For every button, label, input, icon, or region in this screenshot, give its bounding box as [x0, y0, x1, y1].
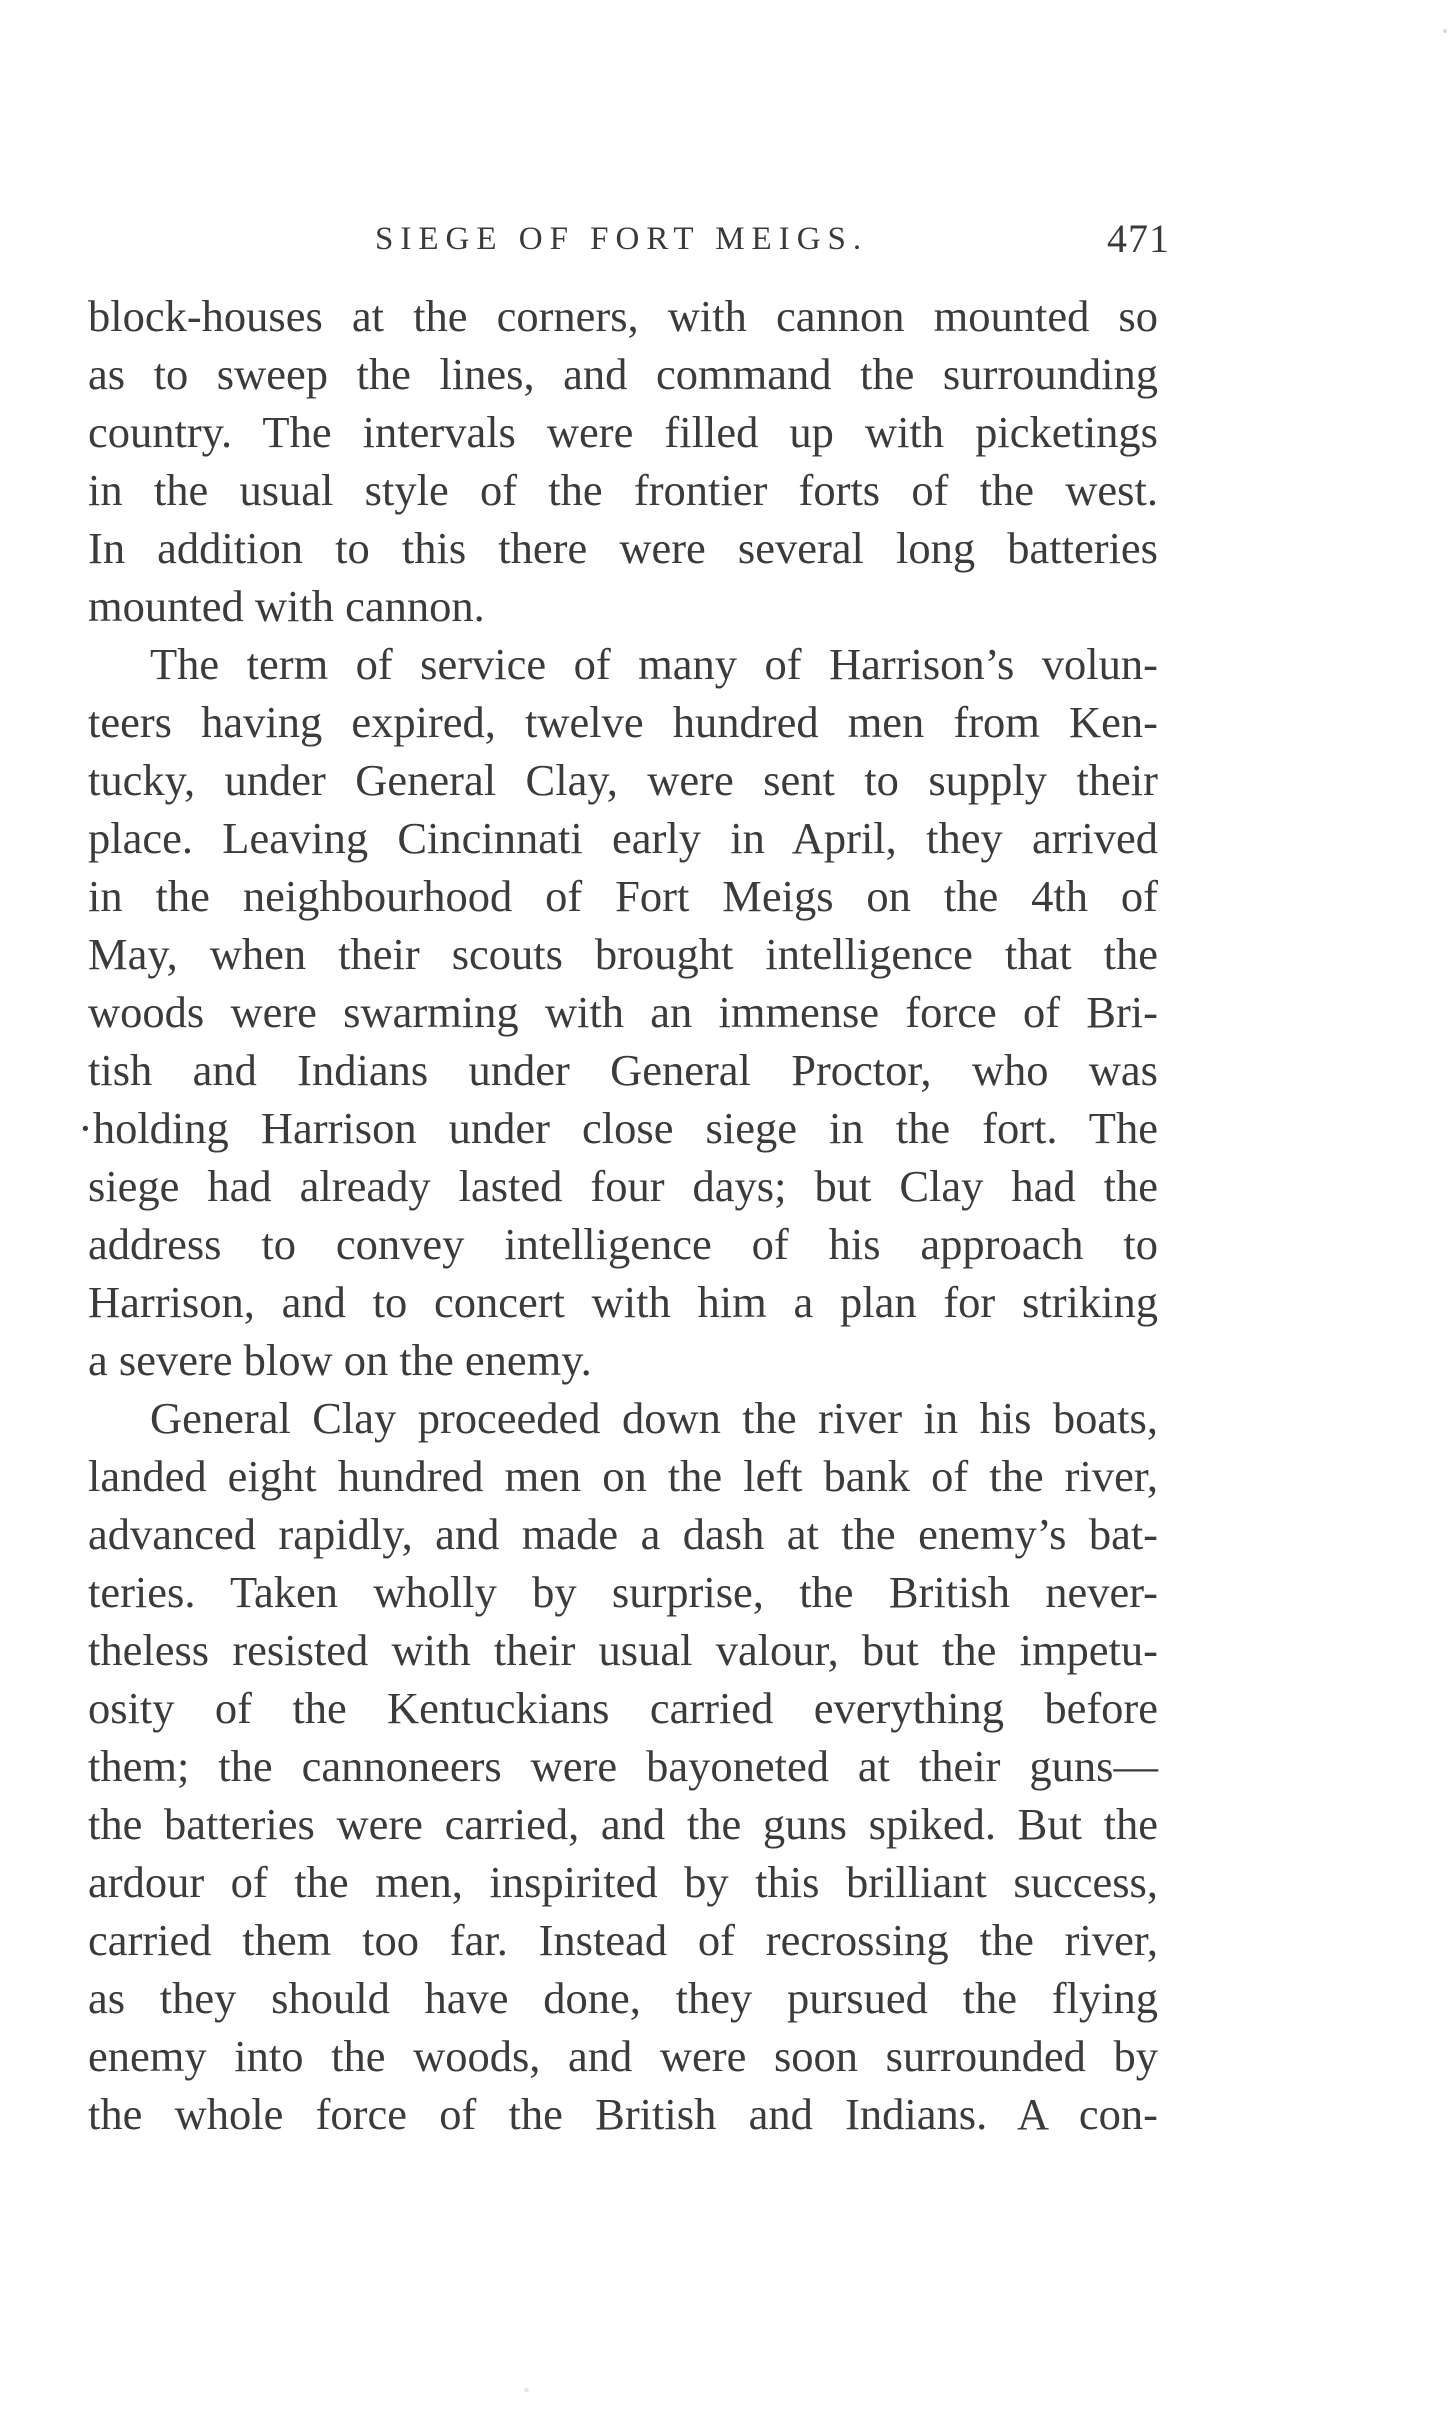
text-line: mounted with cannon.: [88, 581, 485, 631]
text-line: in the usual style of the frontier forts of the west.: [88, 465, 1158, 515]
running-head: [90, 215, 1170, 265]
text-line: ardour of the men, inspirited by this brilliant success,: [88, 1857, 1158, 1907]
text-line: In addition to this there were several long batteries: [88, 523, 1158, 573]
text-line: the batteries were carried, and the guns spiked. But the: [88, 1799, 1158, 1849]
text-line: Harrison, and to concert with him a plan for striking: [88, 1277, 1158, 1327]
text-line: them; the cannoneers were bayoneted at their guns—: [88, 1741, 1158, 1791]
text-line: May, when their scouts brought intelligence that the: [88, 929, 1158, 979]
body-text: [78, 287, 1158, 2143]
text-line: siege had already lasted four days; but Clay had the: [88, 1161, 1158, 1211]
text-line: address to convey intelligence of his approach to: [88, 1219, 1158, 1269]
text-line: enemy into the woods, and were soon surrounded by: [88, 2031, 1158, 2081]
text-line: theless resisted with their usual valour, but the impetu-: [88, 1625, 1158, 1675]
text-line: ·holding Harrison under close siege in the fort. The: [78, 1103, 1158, 1153]
text-line: osity of the Kentuckians carried everything before: [88, 1683, 1158, 1733]
text-line: country. The intervals were filled up with picketings: [88, 407, 1158, 457]
text-line: place. Leaving Cincinnati early in April, they arrived: [88, 813, 1158, 863]
text-line: as to sweep the lines, and command the surrounding: [88, 349, 1158, 399]
text-line: teers having expired, twelve hundred men from Ken-: [88, 697, 1158, 747]
text-line: General Clay proceeded down the river in his boats,: [150, 1393, 1158, 1443]
paper-speck: [524, 2388, 529, 2392]
text-line: The term of service of many of Harrison’s volun-: [150, 639, 1158, 689]
text-line: advanced rapidly, and made a dash at the enemy’s bat-: [88, 1509, 1158, 1559]
text-line: block-houses at the corners, with cannon mounted so: [88, 291, 1158, 341]
text-line: landed eight hundred men on the left bank of the river,: [88, 1451, 1158, 1501]
text-line: as they should have done, they pursued the flying: [88, 1973, 1158, 2023]
page-number: 471: [1107, 216, 1170, 261]
text-line: the whole force of the British and Indians. A con-: [88, 2089, 1158, 2139]
text-line: woods were swarming with an immense force of Bri-: [88, 987, 1158, 1037]
text-line: teries. Taken wholly by surprise, the British never-: [88, 1567, 1158, 1617]
text-line: tucky, under General Clay, were sent to supply their: [88, 755, 1158, 805]
text-line: tish and Indians under General Proctor, who was: [88, 1045, 1158, 1095]
text-line: in the neighbourhood of Fort Meigs on the 4th of: [88, 871, 1158, 921]
text-line: a severe blow on the enemy.: [88, 1335, 592, 1385]
running-title: SIEGE OF FORT MEIGS.: [375, 221, 869, 257]
paper-speck: [1443, 29, 1447, 33]
text-line: carried them too far. Instead of recrossing the river,: [88, 1915, 1158, 1965]
